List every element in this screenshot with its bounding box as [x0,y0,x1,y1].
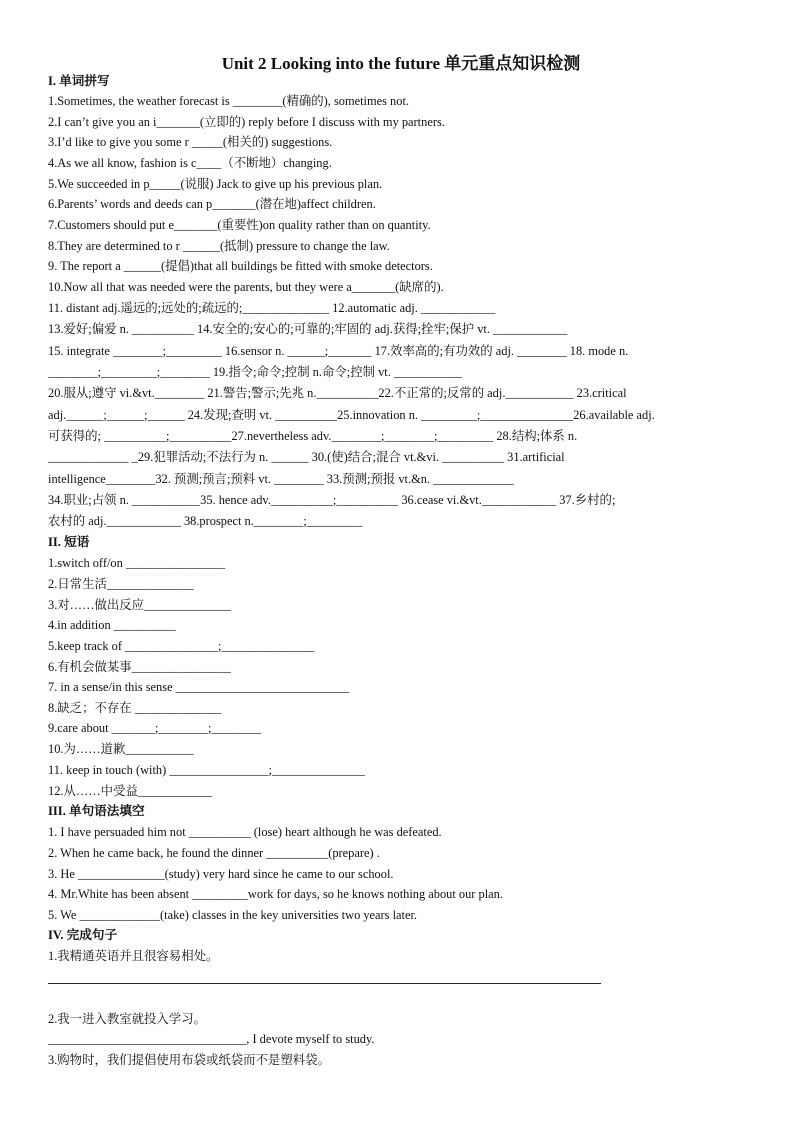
section-4-heading: IV. 完成句子 [48,928,118,942]
phrase-item: 1.switch off/on ________________ [48,556,226,570]
vocab-item: ________;_________;________ 19.指令;命令;控制 n.命令;控制 vt. ___________ [48,365,463,379]
sentence-prompt: 2.我一进入教室就投入学习。 [48,1012,206,1026]
vocab-item: 15. integrate ________;_________ 16.sensor n. ______;_______ 17.效率高的;有功效的 adj. ________ 18. mode n. [48,344,629,358]
vocab-item: 8.They are determined to r ______(抵制) pressure to change the law. [48,239,390,253]
phrase-item: 7. in a sense/in this sense ____________________________ [48,680,350,694]
vocab-item: intelligence________32. 预测;预言;预料 vt. ________ 33.预测;预报 vt.&n. _____________ [48,472,514,486]
vocab-item: 9. The report a ______(提倡)that all buildings be fitted with smoke detectors. [48,259,433,273]
sentence-prompt: 1.我精通英语并且很容易相处。 [48,949,219,963]
section-3-heading: III. 单句语法填空 [48,804,145,818]
phrase-item: 4.in addition __________ [48,618,176,632]
phrase-item: 2.日常生活______________ [48,577,194,591]
vocab-item: 农村的 adj.____________ 38.prospect n.________;_________ [48,514,363,528]
vocab-item: 34.职业;占领 n. ___________35. hence adv.__________;__________ 36.cease vi.&vt.____________ 37.乡村的; [48,493,616,507]
grammar-item: 1. I have persuaded him not __________ (lose) heart although he was defeated. [48,825,442,839]
vocab-item: 2.I can’t give you an i_______(立即的) reply before I discuss with my partners. [48,115,445,129]
phrase-item: 6.有机会做某事________________ [48,660,231,674]
phrase-item: 11. keep in touch (with) ________________;_______________ [48,763,365,777]
phrase-item: 3.对……做出反应______________ [48,598,231,612]
phrase-item: 9.care about _______;________;________ [48,721,262,735]
grammar-item: 2. When he came back, he found the dinner __________(prepare) . [48,846,380,860]
vocab-item: 10.Now all that was needed were the parents, but they were a_______(缺席的). [48,280,444,294]
section-2-heading: II. 短语 [48,535,90,549]
vocab-item: 3.I’d like to give you some r _____(相关的) suggestions. [48,135,333,149]
vocab-item: 可获得的; __________;__________27.nevertheless adv.________;________;_________ 28.结构;体系 n. [48,429,578,443]
vocab-item: _____________ _29.犯罪活动;不法行为 n. ______ 30.(使)结合;混合 vt.&vi. __________ 31.artificial [48,450,565,464]
sentence-prompt: ________________________________, I devote myself to study. [48,1032,375,1046]
phrase-item: 10.为……道歉___________ [48,742,194,756]
vocab-item: 6.Parents’ words and deeds can p_______(潜在地)affect children. [48,197,376,211]
vocab-item: 1.Sometimes, the weather forecast is ________(精确的), sometimes not. [48,94,409,108]
sentence-prompt: 3.购物时，我们提倡使用布袋或纸袋而不是塑料袋。 [48,1053,330,1067]
grammar-item: 5. We _____________(take) classes in the key universities two years later. [48,908,418,922]
section-1-heading: I. 单词拼写 [48,74,110,88]
phrase-item: 12.从……中受益____________ [48,784,213,798]
vocab-item: 13.爱好;偏爱 n. __________ 14.安全的;安心的;可靠的;牢固的 adj.获得;拴牢;保护 vt. ____________ [48,322,568,336]
vocab-item: adj.______;______;______ 24.发现;查明 vt. __________25.innovation n. _________;_______________26.available adj. [48,408,655,422]
grammar-item: 4. Mr.White has been absent _________work for days, so he knows nothing about our plan. [48,887,503,901]
page-title: Unit 2 Looking into the future 单元重点知识检测 [221,54,581,73]
vocab-item: 4.As we all know, fashion is c____（不断地）changing. [48,156,332,170]
vocab-item: 7.Customers should put e_______(重要性)on quality rather than on quantity. [48,218,431,232]
grammar-item: 3. He ______________(study) very hard since he came to our school. [48,867,394,881]
phrase-item: 5.keep track of _______________;_______________ [48,639,315,653]
phrase-item: 8.缺乏；不存在 ______________ [48,701,222,715]
answer-line [48,983,601,984]
vocab-item: 11. distant adj.遥远的;远处的;疏远的;______________ 12.automatic adj. ____________ [48,301,496,315]
vocab-item: 20.服从;遵守 vi.&vt.________ 21.警告;警示;先兆 n.__________22.不正常的;反常的 adj.___________ 23.critical [48,386,627,400]
vocab-item: 5.We succeeded in p_____(说服) Jack to give up his previous plan. [48,177,383,191]
